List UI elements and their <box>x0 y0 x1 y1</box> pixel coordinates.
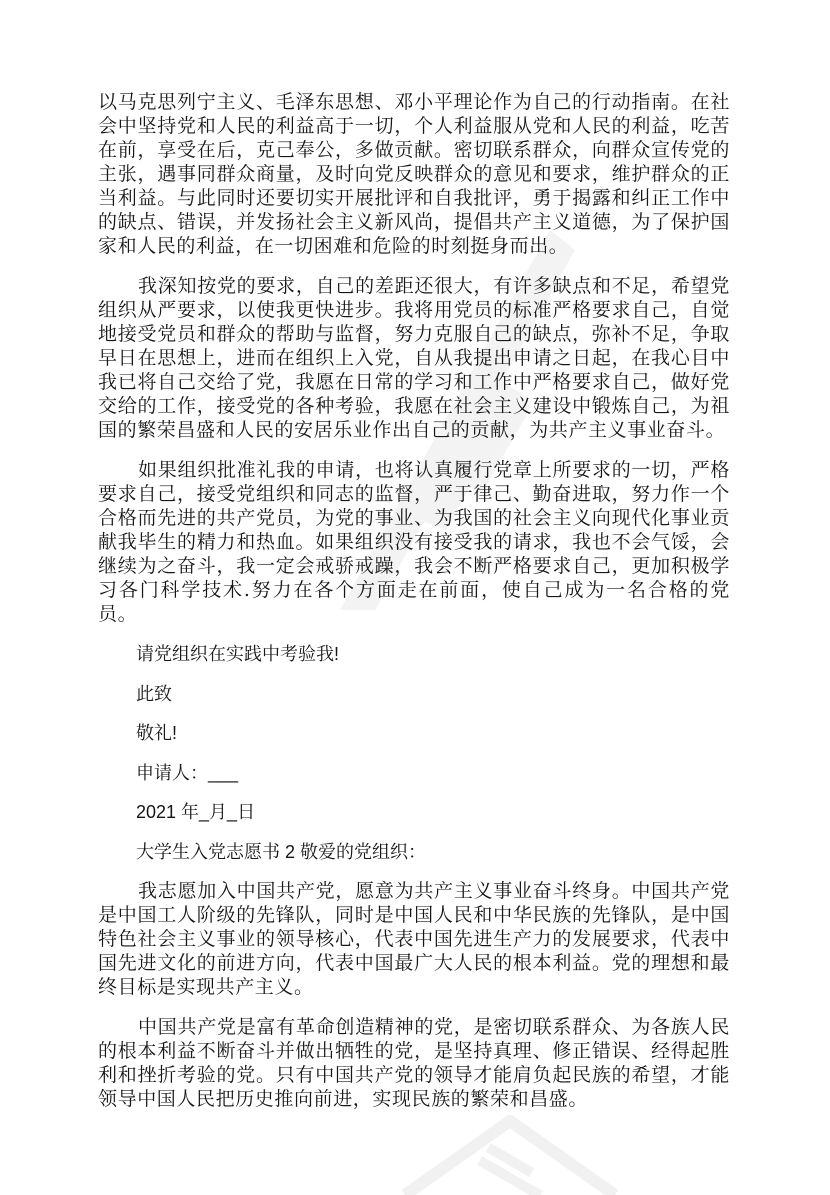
paragraph-commitment: 如果组织批准礼我的申请，也将认真履行党章上所要求的一切，严格要求自己，接受党组织和同志的监督，严于律己、勤奋进取，努力作一个合格而先进的共产党员，为党的事业、为我国的社会主义向现代化事业贡献我毕生的精力和热血。如果组织没有接受我的请求，我也不会气馁，会继续为之奋斗，我一定会戒骄戒躁，我会不断严格要求自己，更加积极学习各门科学技术.努力在各个方面走在前面，使自己成为一名合格的党员。 <box>98 459 730 625</box>
closing-salutation-2: 敬礼! <box>136 723 178 743</box>
application-date: 2021 年_月_日 <box>136 802 256 822</box>
document-body <box>98 90 730 1127</box>
paragraph-self-assessment: 我深知按党的要求，自己的差距还很大，有许多缺点和不足，希望党组织从严要求，以使我更快进步。我将用党员的标准严格要求自己，自觉地接受党员和群众的帮助与监督，努力克服自己的缺点，弥补不足，争取早日在思想上，进而在组织上入党，自从我提出申请之日起，在我心目中我已将自己交给了党，我愿在日常的学习和工作中严格要求自己，做好党交给的工作，接受党的各种考验，我愿在社会主义建设中锻炼自己，为祖国的繁荣昌盛和人民的安居乐业作出自己的贡献，为共产主义事业奋斗。 <box>98 275 730 441</box>
second-letter-heading: 大学生入党志愿书 2 敬爱的党组织： <box>136 841 427 862</box>
applicant-signature-line: 申请人：___ <box>136 762 239 783</box>
watermark-logo-bottom-icon <box>395 1115 625 1195</box>
paragraph-join-party: 我志愿加入中国共产党，愿意为共产主义事业奋斗终身。中国共产党是中国工人阶级的先锋队，同时是中国人民和中华民族的先锋队，是中国特色社会主义事业的领导核心，代表中国先进生产力的发展要求，代表中国先进文化的前进方向，代表中国最广大人民的根本利益。党的理想和最终目标是实现共产主义。 <box>98 879 730 998</box>
paragraph-party-character: 中国共产党是富有革命创造精神的党，是密切联系群众、为各族人民的根本利益不断奋斗并做出牺牲的党，是坚持真理、修正错误、经得起胜利和挫折考验的党。只有中国共产党的领导才能肩负起民族的希望，才能领导中国人民把历史推向前进，实现民族的繁荣和昌盛。 <box>98 1015 730 1110</box>
paragraph-party-principles: 以马克思列宁主义、毛泽东思想、邓小平理论作为自己的行动指南。在社会中坚持党和人民的利益高于一切，个人利益服从党和人民的利益，吃苦在前，享受在后，克己奉公，多做贡献。密切联系群众，向群众宣传党的主张，遇事同群众商量，及时向党反映群众的意见和要求，维护群众的正当利益。与此同时还要切实开展批评和自我批评，勇于揭露和纠正工作中的缺点、错误，并发扬社会主义新风尚，提倡共产主义道德，为了保护国家和人民的利益，在一切困难和危险的时刻挺身而出。 <box>98 91 730 257</box>
closing-request: 请党组织在实践中考验我! <box>136 644 339 664</box>
closing-salutation-1: 此致 <box>136 683 172 704</box>
